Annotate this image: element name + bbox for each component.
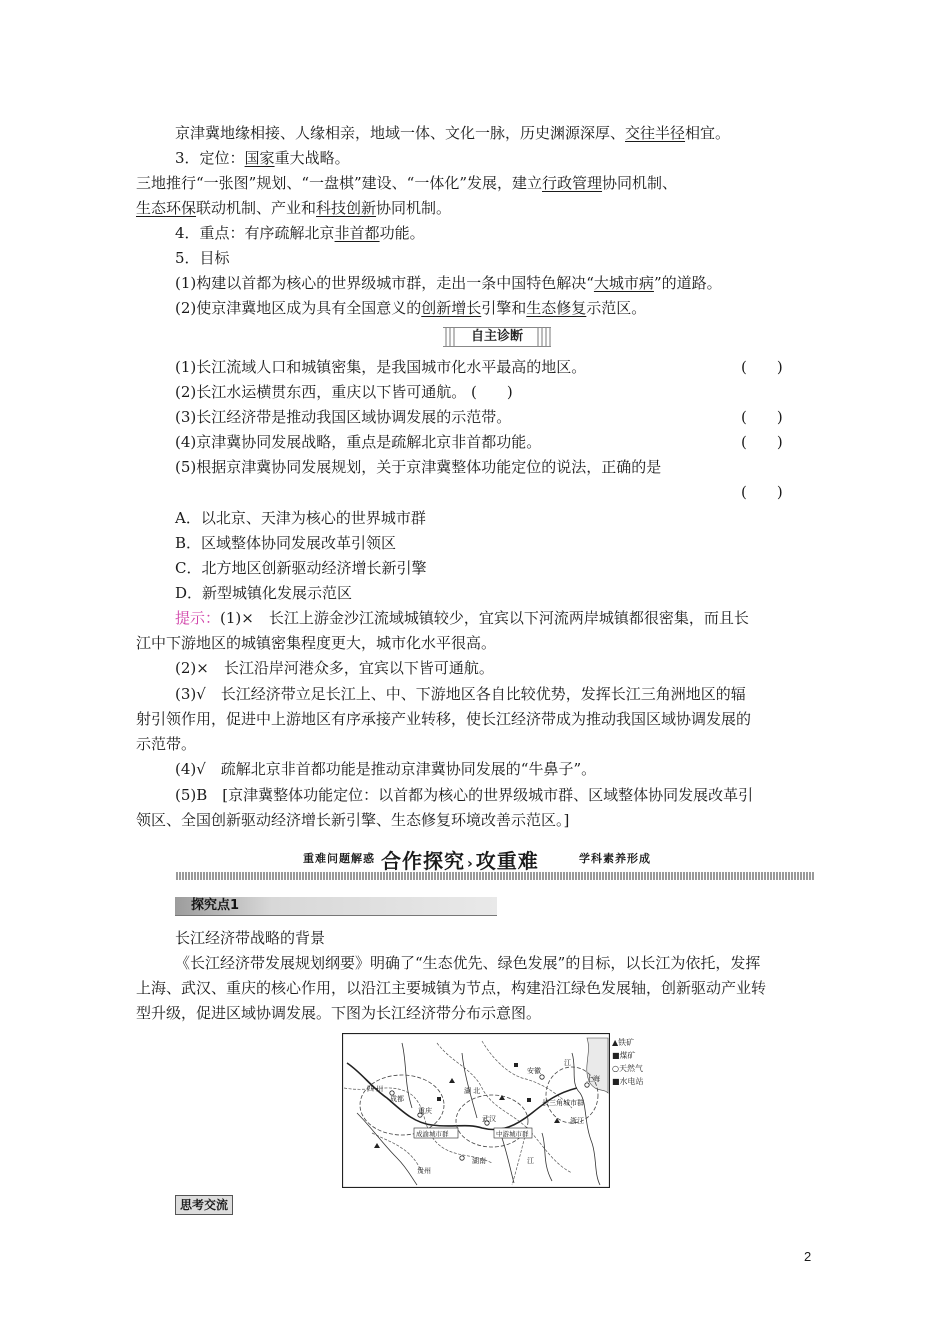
label-hubei: 湖 北 <box>464 1087 481 1095</box>
explore-para-3: 型升级，促进区域协调发展。下图为长江经济带分布示意图。 <box>136 1004 542 1022</box>
page-number: 2 <box>804 1249 812 1264</box>
goal-heading: 5．目标 <box>175 249 230 267</box>
focus-heading: 4．重点：有序疏解北京非首都功能。 <box>175 224 425 242</box>
hint-4: (4)√ 疏解北京非首都功能是推动京津冀协同发展的“牛鼻子”。 <box>175 760 597 778</box>
self-check-tag <box>443 327 551 347</box>
positioning-text-2: 生态环保联动机制、产业和科技创新协同机制。 <box>136 199 452 217</box>
banner-arrow-icon: › <box>467 856 474 872</box>
label-zhejiang: 浙江 <box>570 1117 584 1125</box>
label-sichuan: 四 川 <box>367 1085 384 1093</box>
answer-blank-1[interactable]: ( ) <box>741 358 783 376</box>
hint-2: (2)× 长江沿岸河港众多，宜宾以下皆可通航。 <box>175 659 494 677</box>
label-jiangxi: 江 <box>527 1157 534 1165</box>
self-check-tag-label: 自主诊断 <box>457 328 537 346</box>
map-legend <box>612 1036 644 1088</box>
label-chongqing: 重庆 <box>418 1107 432 1115</box>
legend-iron-ore: ▲铁矿 <box>612 1038 635 1047</box>
label-shanghai: 上海 <box>586 1075 600 1083</box>
legend-hydropower: ■水电站 <box>612 1077 644 1086</box>
positioning-text-1: 三地推行“一张图”规划、“一盘棋”建设、“一体化”发展，建立行政管理协同机制、 <box>136 174 678 192</box>
hint-3a: (3)√ 长江经济带立足长江上、中、下游地区各自比较优势，发挥长江三角洲地区的辐 <box>175 685 746 703</box>
hint-label: 提示： <box>175 609 221 627</box>
banner-left-text: 重难问题解惑 <box>303 852 375 865</box>
label-zhongyou: 中游城市群 <box>496 1130 529 1138</box>
hint-1b: 江中下游地区的城镇密集程度更大，城市化水平很高。 <box>136 634 497 652</box>
question-5: (5)根据京津冀协同发展规划，关于京津冀整体功能定位的说法，正确的是 <box>175 458 662 476</box>
hint-1a: 提示：(1)× 长江上游金沙江流域城镇较少，宜宾以下河流两岸城镇都很密集，而且长 <box>175 609 749 627</box>
section-banner <box>175 845 815 881</box>
hint-5a: (5)B [京津冀整体功能定位：以首都为核心的世界级城市群、区域整体协同发展改革引 <box>175 786 754 804</box>
intro-line-1: 京津冀地缘相接、人缘相亲，地域一体、文化一脉，历史渊源深厚、交往半径相宜。 <box>175 124 731 142</box>
answer-blank-3[interactable]: ( ) <box>741 408 783 426</box>
label-anhui: 安徽 <box>527 1067 541 1075</box>
hint-5b: 领区、全国创新驱动经济增长新引擎、生态修复环境改善示范区。] <box>136 811 570 829</box>
explore-point-label: 探究点1 <box>191 898 240 913</box>
question-2: (2)长江水运横贯东西，重庆以下皆可通航。 ( ) <box>175 383 513 401</box>
yangtze-economic-belt-map <box>342 1033 610 1188</box>
option-c: C．北方地区创新驱动经济增长新引擎 <box>175 559 427 577</box>
legend-natural-gas: ○天然气 <box>612 1064 643 1073</box>
answer-blank-4[interactable]: ( ) <box>741 433 783 451</box>
label-wuhan: 武汉 <box>482 1115 496 1123</box>
question-1: (1)长江流域人口和城镇密集，是我国城市化水平最高的地区。 <box>175 358 587 376</box>
banner-title: 合作探究 › 攻重难 <box>381 849 539 873</box>
label-chengdu: 成都 <box>390 1095 404 1103</box>
option-a: A．以北京、天津为核心的世界城市群 <box>175 509 426 527</box>
question-3: (3)长江经济带是推动我国区域协调发展的示范带。 <box>175 408 512 426</box>
explore-point-header <box>175 897 497 917</box>
legend-coal: ■煤矿 <box>612 1051 636 1060</box>
goal-2: (2)使京津冀地区成为具有全国意义的创新增长引擎和生态修复示范区。 <box>175 299 647 317</box>
explore-para-1: 《长江经济带发展规划纲要》明确了“生态优先、绿色发展”的目标，以长江为依托，发挥 <box>175 954 761 972</box>
label-jiangsu: 江 <box>564 1059 571 1067</box>
explore-title: 长江经济带战略的背景 <box>175 929 326 947</box>
label-sanjiao: 长三角城市群 <box>542 1099 584 1107</box>
positioning-heading: 3．定位：国家重大战略。 <box>175 149 350 167</box>
option-b: B．区域整体协同发展改革引领区 <box>175 534 397 552</box>
banner-right-text: 学科素养形成 <box>579 852 651 865</box>
option-d: D．新型城镇化发展示范区 <box>175 584 353 602</box>
label-chengyu: 成渝城市群 <box>416 1130 449 1138</box>
think-exchange-label: 思考交流 <box>175 1195 233 1215</box>
label-hunan: 湖南 <box>472 1157 486 1165</box>
hint-3c: 示范带。 <box>136 735 197 753</box>
hint-3b: 射引领作用，促进中上游地区有序承接产业转移，使长江经济带成为推动我国区域协调发展的 <box>136 710 752 728</box>
goal-1: (1)构建以首都为核心的世界级城市群，走出一条中国特色解决“大城市病”的道路。 <box>175 274 722 292</box>
explore-para-2: 上海、武汉、重庆的核心作用，以沿江主要城镇为节点，构建沿江绿色发展轴，创新驱动产业转 <box>136 979 767 997</box>
question-4: (4)京津冀协同发展战略，重点是疏解北京非首都功能。 <box>175 433 542 451</box>
answer-blank-5[interactable]: ( ) <box>741 483 783 501</box>
label-guizhou: 贵州 <box>417 1167 431 1175</box>
